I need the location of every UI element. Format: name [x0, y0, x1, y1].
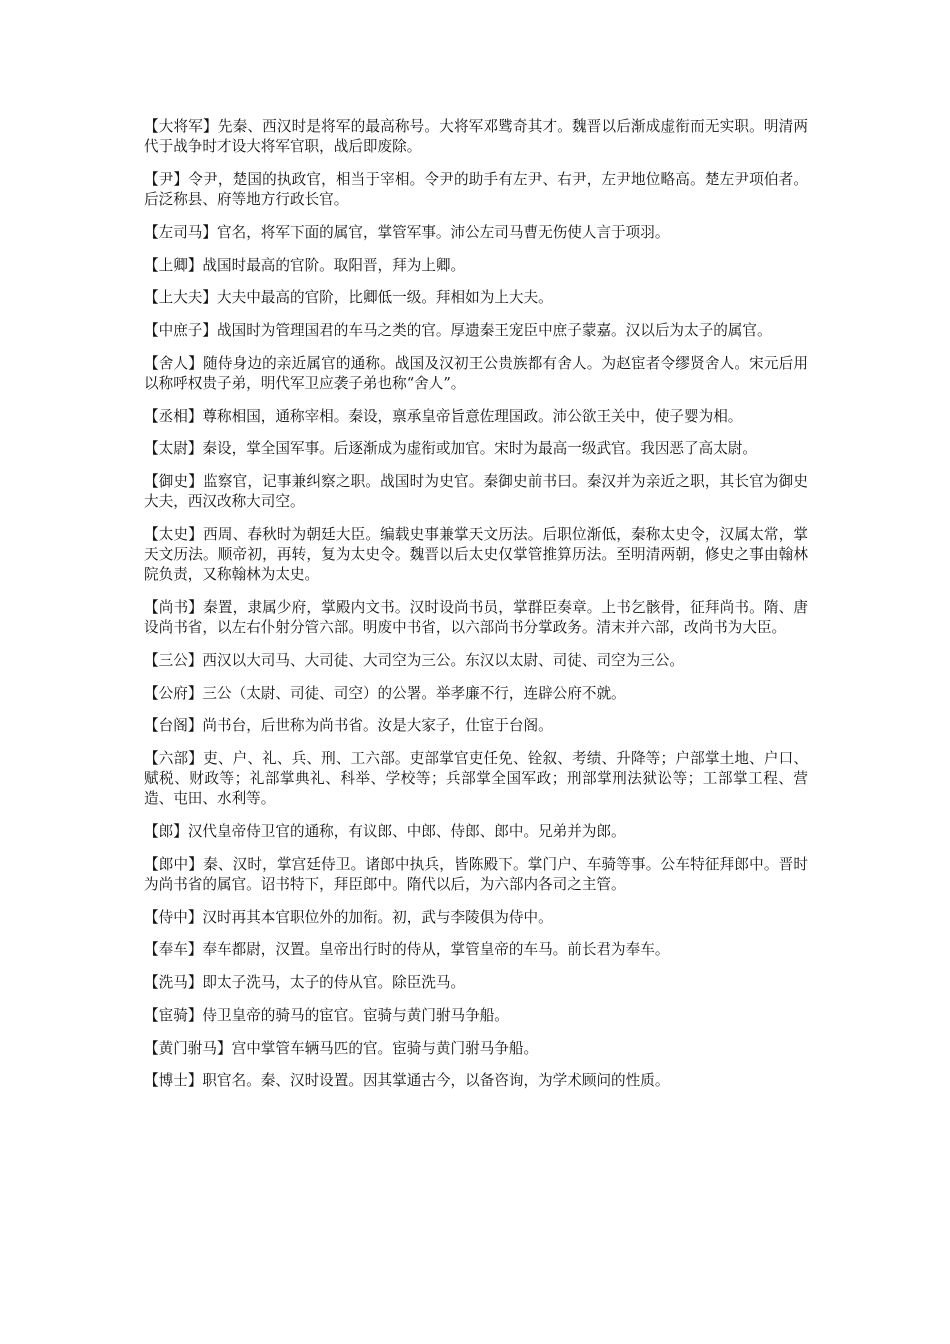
entry-definition: 汉时再其本官职位外的加衔。初，武与李陵俱为侍中。: [202, 908, 553, 926]
entry-da-jiang-jun: [144, 117, 808, 157]
entry-term: 【 博士 】: [144, 1072, 202, 1089]
entry-term: 【 太尉 】: [144, 440, 202, 457]
entry-term: 【 上卿 】: [144, 257, 202, 274]
entry-term: 【 御史 】: [144, 473, 203, 490]
entry-cheng-xiang: [144, 407, 808, 427]
entry-term: 【 尚书 】: [144, 599, 203, 616]
entry-term: 【 尹 】: [144, 171, 188, 188]
entry-term: 【 左司马 】: [144, 224, 217, 241]
entry-term: 【 上大夫 】: [144, 289, 217, 306]
entry-definition: 官名，将军下面的属官，掌管军事。沛公左司马曹无伤使人言于项羽。: [217, 223, 670, 241]
entry-definition: 侍卫皇帝的骑马的宦官。宦骑与黄门驸马争船。: [202, 1006, 509, 1024]
entry-definition: 三公（太尉、司徒、司空）的公署。举孝廉不行，连辟公府不就。: [202, 684, 626, 702]
entry-definition: 随侍身边的亲近属官的通称。战国及汉初王公贵族都有舍人。为赵宦者令缪贤舍人。宋元后用以称呼权贵子弟，明代军卫应袭子弟也称“舍人”。: [144, 354, 808, 392]
entry-term: 【 六部 】: [144, 750, 203, 767]
entry-lang-zhong: [144, 855, 808, 895]
entry-feng-che: [144, 940, 808, 960]
entry-huan-qi: [144, 1006, 808, 1026]
entry-definition: 吏、户、礼、兵、刑、工六部。吏部掌官吏任免、铨叙、考绩、升降等；户部掌土地、户口、赋税、财政等；礼部掌典礼、科举、学校等；兵部掌全国军政；刑部掌刑法狱讼等；工部掌工程、营造、屯田、水利等。: [144, 749, 808, 808]
entry-gong-fu: [144, 684, 808, 704]
entry-term: 【 宦骑 】: [144, 1007, 202, 1024]
entry-bo-shi: [144, 1071, 808, 1091]
entry-yu-shi: [144, 472, 808, 512]
entry-definition: 西周、春秋时为朝廷大臣。编载史事兼掌天文历法。后职位渐低，秦称太史令，汉属太常，掌天文历法。顺帝初，再转，复为太史令。魏晋以后太史仅掌管推算历法。至明清两朝，修史之事由翰林院负责，又称翰林为太史。: [144, 525, 808, 584]
entry-term: 【 台阁 】: [144, 717, 202, 734]
entry-term: 【 洗马 】: [144, 974, 202, 991]
entry-term: 【 丞相 】: [144, 408, 202, 425]
entry-term: 【 大将军 】: [144, 118, 218, 135]
entry-san-gong: [144, 651, 808, 671]
entry-term: 【 黄门驸马 】: [144, 1040, 232, 1057]
entry-term: 【 舍人 】: [144, 355, 203, 372]
entry-definition: 即太子洗马，太子的侍从官。除臣洗马。: [202, 974, 466, 992]
entry-definition: 秦、汉时，掌宫廷侍卫。诸郎中执兵，皆陈殿下。掌门户、车骑等事。公车特征拜郎中。晋时为尚书省的属官。诏书特下，拜臣郎中。隋代以后，为六部内各司之主管。: [144, 855, 808, 893]
entry-definition: 宫中掌管车辆马匹的官。宦骑与黄门驸马争船。: [231, 1039, 539, 1057]
entry-definition: 秦设，掌全国军事。后逐渐成为虚衔或加官。宋时为最高一级武官。我因恶了高太尉。: [202, 440, 757, 458]
entry-zuo-si-ma: [144, 223, 808, 243]
entry-definition: 奉车都尉，汉置。皇帝出行时的侍从，掌管皇帝的车马。前长君为奉车。: [202, 941, 670, 959]
entry-term: 【 中庶子 】: [144, 322, 217, 339]
entry-huang-men-fu-ma: [144, 1039, 808, 1059]
entry-definition: 先秦、西汉时是将军的最高称号。大将军邓骘奇其才。魏晋以后渐成虚衔而无实职。明清两代于战争时才设大将军官职，战后即废除。: [144, 118, 808, 156]
entry-tai-shi: [144, 525, 808, 586]
entry-definition: 尚书台，后世称为尚书省。汝是大家子，仕宦于台阁。: [202, 717, 553, 735]
entry-term: 【 郎中 】: [144, 856, 203, 873]
entry-term: 【 三公 】: [144, 652, 202, 669]
entry-tai-ge: [144, 716, 808, 736]
document-page: [144, 117, 808, 1104]
entry-tai-wei: [144, 439, 808, 459]
entry-liu-bu: [144, 749, 808, 810]
entry-term: 【 公府 】: [144, 685, 202, 702]
entry-definition: 西汉以大司马、大司徒、大司空为三公。东汉以太尉、司徒、司空为三公。: [202, 651, 685, 669]
entry-term: 【 郎 】: [144, 823, 188, 840]
entry-yin: [144, 170, 808, 210]
entry-shang-shu: [144, 598, 808, 638]
entry-shang-da-fu: [144, 288, 808, 308]
entry-definition: 战国时最高的官阶。取阳晋，拜为上卿。: [202, 256, 466, 274]
entry-xian-ma: [144, 973, 808, 993]
entry-lang: [144, 822, 808, 842]
entry-term: 【 侍中 】: [144, 909, 202, 926]
entry-definition: 战国时为管理国君的车马之类的官。厚遗秦王宠臣中庶子蒙嘉。汉以后为太子的属官。: [217, 321, 772, 339]
entry-definition: 监察官，记事兼纠察之职。战国时为史官。秦御史前书曰。秦汉并为亲近之职，其长官为御史大夫，西汉改称大司空。: [144, 472, 808, 511]
entry-term: 【 奉车 】: [144, 941, 202, 958]
entry-zhong-shu-zi: [144, 321, 808, 341]
entry-definition: 尊称相国，通称宰相。秦设，禀承皇帝旨意佐理国政。沛公欲王关中，使子婴为相。: [202, 407, 743, 425]
entry-definition: 令尹，楚国的执政官，相当于宰相。令尹的助手有左尹、右尹，左尹地位略高。楚左尹项伯者。后泛称县、府等地方行政长官。: [144, 170, 808, 209]
entry-term: 【 太史 】: [144, 526, 203, 543]
entry-definition: 汉代皇帝侍卫官的通称，有议郎、中郎、侍郎、郎中。兄弟并为郎。: [187, 823, 626, 841]
entry-definition: 大夫中最高的官阶，比卿低一级。拜相如为上大夫。: [217, 289, 553, 307]
entry-shang-qing: [144, 256, 808, 276]
entry-definition: 秦置，隶属少府，掌殿内文书。汉时设尚书员，掌群臣奏章。上书乞骸骨，征拜尚书。隋、唐设尚书省，以左右仆射分管六部。明废中书省，以六部尚书分掌政务。清末并六部，改尚书为大臣。: [144, 598, 808, 637]
entry-definition: 职官名。秦、汉时设置。因其掌通古今，以备咨询，为学术顾问的性质。: [202, 1072, 670, 1090]
entry-she-ren: [144, 354, 808, 394]
entry-shi-zhong: [144, 908, 808, 928]
